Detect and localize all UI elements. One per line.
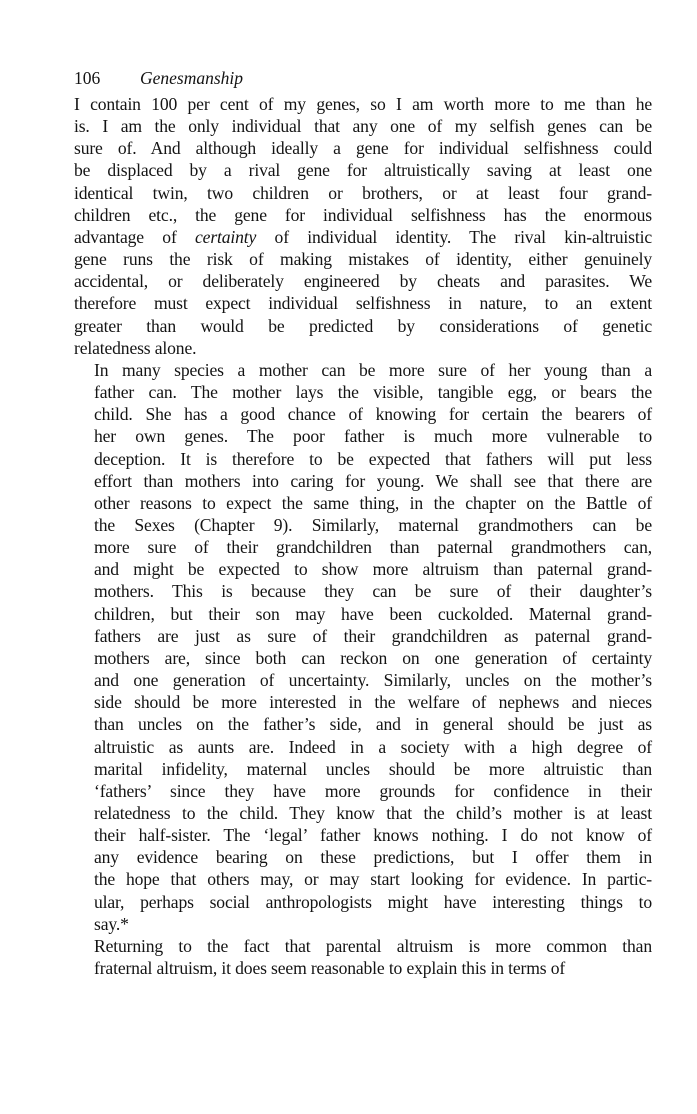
text-line: other reasons to expect the same thing, in the chapter on the Battle of (94, 492, 652, 513)
page-number: 106 (74, 68, 101, 88)
text-line: father can. The mother lays the visible, tangible egg, or bears the (94, 382, 652, 403)
running-title: Genesmanship (140, 68, 244, 88)
paragraph (74, 93, 652, 359)
paragraph (74, 359, 652, 935)
text-line: In many species a mother can be more sure of her young than a (94, 359, 652, 380)
running-head (74, 66, 652, 90)
text-line: mothers are, since both can reckon on one generation of certainty (94, 647, 652, 668)
text-line: be displaced by a rival gene for altruistically saving at least one (74, 160, 652, 181)
text-line: deception. It is therefore to be expected that fathers will put less (94, 448, 652, 469)
text-line: ular, perhaps social anthropologists might have interesting things to (94, 891, 652, 912)
text-run: of individual identity. The rival kin-altruistic (256, 226, 652, 247)
text-line: is. I am the only individual that any one of my selfish genes can be (74, 116, 652, 137)
text-line: the hope that others may, or may start looking for evidence. In partic- (94, 869, 652, 890)
text-line: effort than mothers into caring for young. We shall see that there are (94, 470, 652, 491)
text-line: greater than would be predicted by considerations of genetic (74, 315, 652, 336)
text-line (74, 226, 652, 248)
text-line: relatedness alone. (74, 337, 197, 358)
text-line: her own genes. The poor father is much more vulnerable to (94, 426, 652, 447)
paragraph (74, 935, 652, 979)
emphasis: certainty (195, 226, 257, 247)
text-line: ‘fathers’ since they have more grounds for confidence in their (94, 780, 652, 801)
text-line: altruistic as aunts are. Indeed in a society with a high degree of (94, 736, 652, 757)
text-line: child. She has a good chance of knowing for certain the bearers of (94, 404, 652, 425)
text-line: side should be more interested in the welfare of nephews and nieces (94, 692, 652, 713)
text-line: fraternal altruism, it does seem reasonable to explain this in terms of (94, 958, 566, 979)
text-line: marital infidelity, maternal uncles should be more altruistic than (94, 758, 652, 779)
text-line: identical twin, two children or brothers, or at least four grand- (74, 182, 652, 203)
text-line: more sure of their grandchildren than paternal grandmothers can, (94, 537, 652, 558)
text-line: relatedness to the child. They know that the child’s mother is at least (94, 803, 652, 823)
text-line: I contain 100 per cent of my genes, so I am worth more to me than he (74, 94, 652, 114)
text-line: and one generation of uncertainty. Similarly, uncles on the mother’s (94, 670, 652, 691)
text-line: accidental, or deliberately engineered by cheats and parasites. We (74, 271, 652, 292)
text-line: the Sexes (Chapter 9). Similarly, maternal grandmothers can be (94, 514, 652, 535)
text-run: advantage of (74, 226, 196, 247)
text-line: any evidence bearing on these predictions, but I offer them in (94, 847, 652, 868)
body-text (74, 93, 652, 979)
text-line: mothers. This is because they can be sure of their daughter’s (94, 581, 652, 602)
text-line: children etc., the gene for individual selfishness has the enormous (74, 204, 652, 225)
book-page (74, 66, 652, 979)
text-line: Returning to the fact that parental altruism is more common than (94, 935, 652, 956)
text-line: therefore must expect individual selfishness in nature, to an extent (74, 293, 652, 314)
text-line: sure of. And although ideally a gene for individual selfishness could (74, 138, 652, 159)
text-line: say.* (94, 913, 129, 934)
text-line: fathers are just as sure of their grandchildren as paternal grand- (94, 625, 652, 646)
text-line: children, but their son may have been cuckolded. Maternal grand- (94, 603, 652, 624)
text-line: and might be expected to show more altruism than paternal grand- (94, 559, 652, 580)
text-line: their half-sister. The ‘legal’ father knows nothing. I do not know of (94, 825, 652, 846)
text-line: gene runs the risk of making mistakes of identity, either genuinely (74, 249, 652, 270)
text-line: than uncles on the father’s side, and in general should be just as (94, 714, 652, 735)
